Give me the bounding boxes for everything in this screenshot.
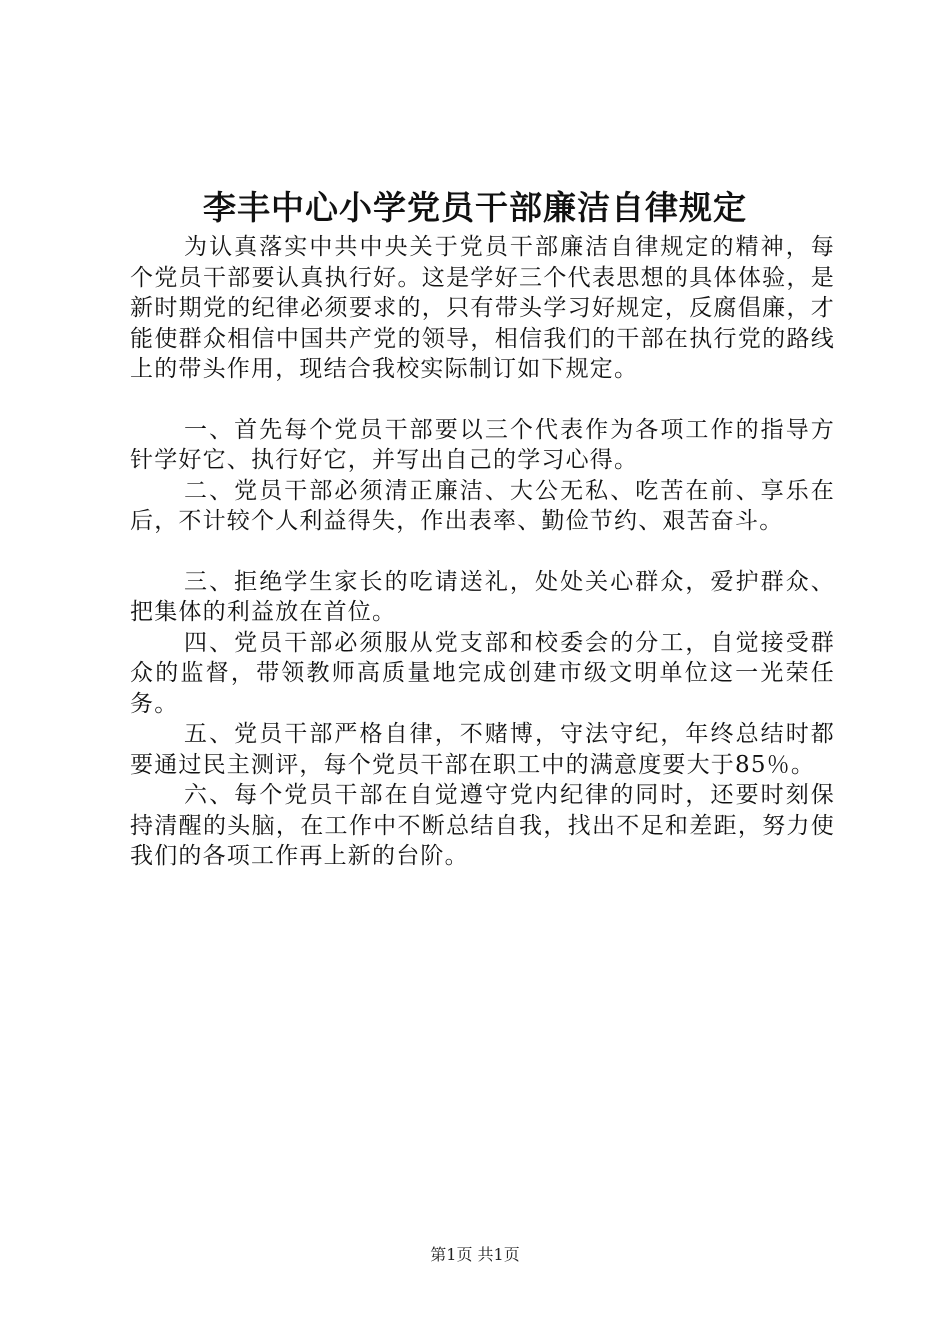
paragraph-rule-6: 六、每个党员干部在自觉遵守党内纪律的同时，还要时刻保持清醒的头脑，在工作中不断总结自我，找出不足和差距，努力使我们的各项工作再上新的台阶。 (130, 782, 835, 869)
paragraph-intro: 为认真落实中共中央关于党员干部廉洁自律规定的精神，每个党员干部要认真执行好。这是学好三个代表思想的具体体验，是新时期党的纪律必须要求的，只有带头学习好规定，反腐倡廉，才能使群众相信中国共产党的领导，相信我们的干部在执行党的路线上的带头作用，现结合我校实际制订如下规定。 (130, 234, 835, 382)
paragraph-rule-3: 三、拒绝学生家长的吃请送礼，处处关心群众，爱护群众、把集体的利益放在首位。 (130, 568, 835, 625)
document-title: 李丰中心小学党员干部廉洁自律规定 (203, 188, 747, 227)
page-footer: 第1页 共1页 (430, 1245, 520, 1264)
paragraph-rule-2: 二、党员干部必须清正廉洁、大公无私、吃苦在前、享乐在后，不计较个人利益得失，作出表率、勤俭节约、艰苦奋斗。 (130, 477, 835, 534)
document-body (130, 232, 835, 872)
paragraph-rule-5: 五、党员干部严格自律，不赌博，守法守纪，年终总结时都要通过民主测评，每个党员干部在职工中的满意度要大于85％。 (130, 721, 835, 778)
paragraph-rule-4: 四、党员干部必须服从党支部和校委会的分工，自觉接受群众的监督，带领教师高质量地完成创建市级文明单位这一光荣任务。 (130, 629, 835, 717)
paragraph-rule-1: 一、首先每个党员干部要以三个代表作为各项工作的指导方针学好它、执行好它，并写出自己的学习心得。 (130, 416, 835, 473)
